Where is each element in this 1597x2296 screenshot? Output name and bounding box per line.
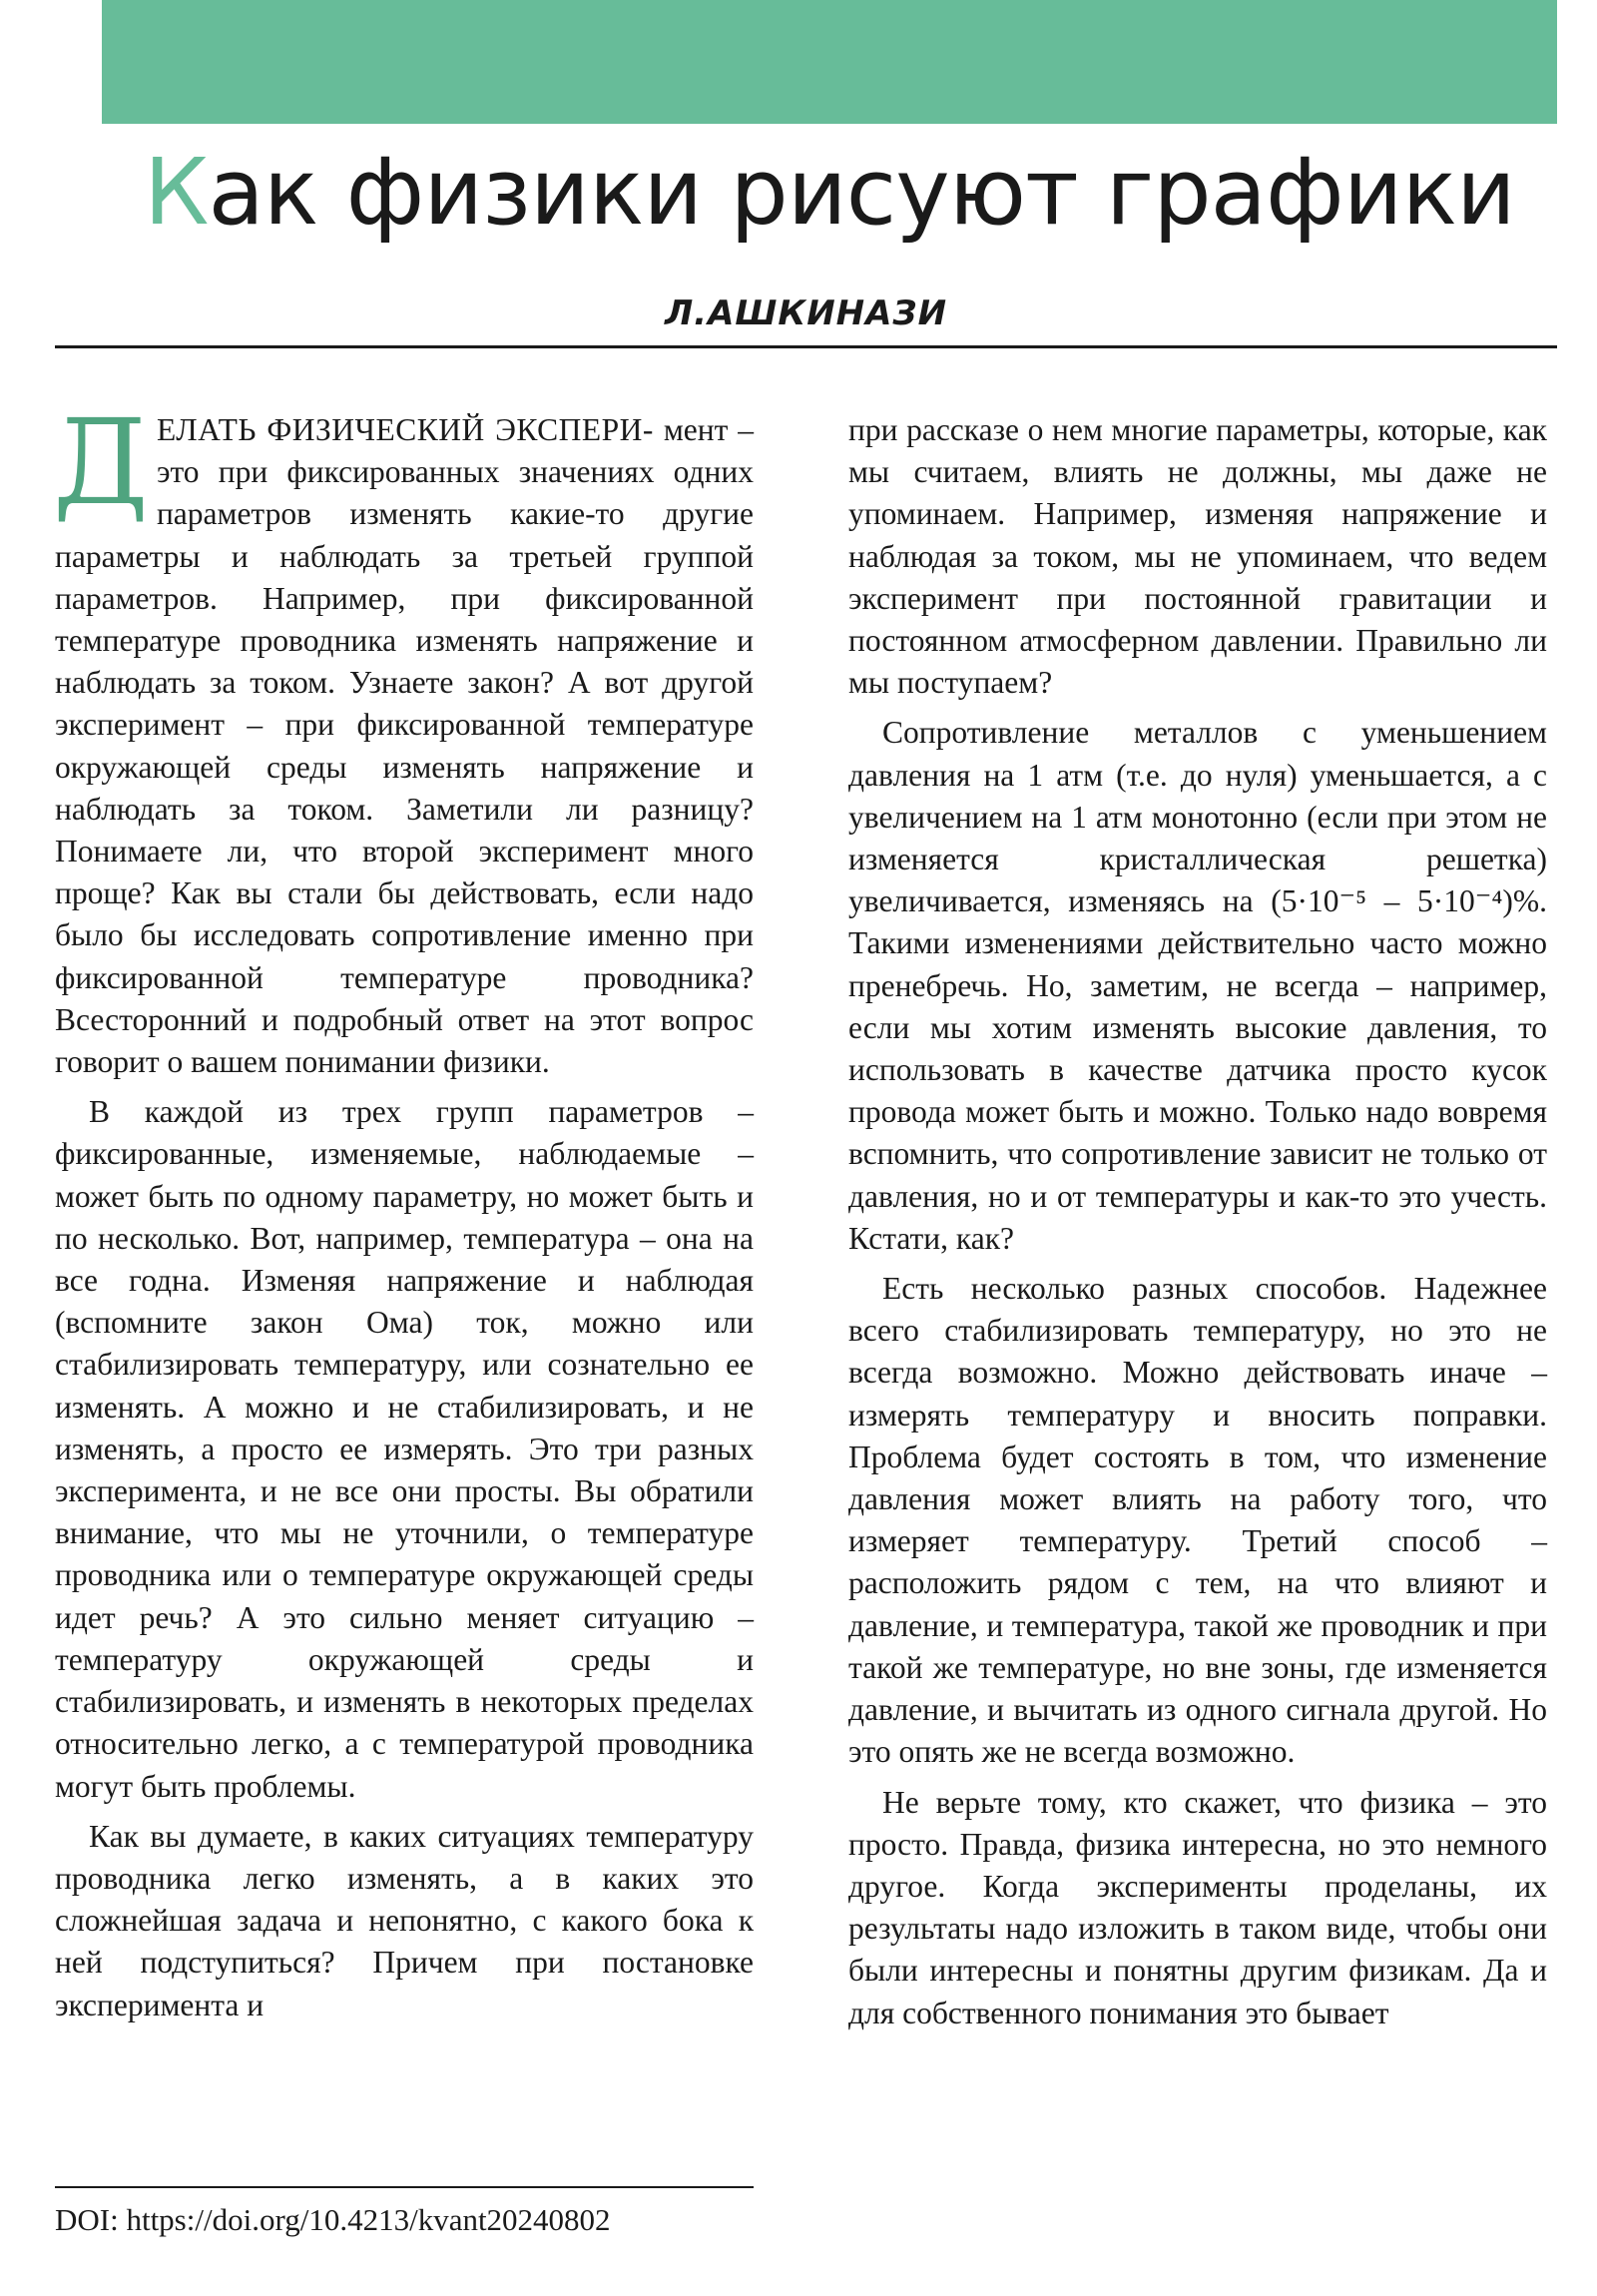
- author-name: Л.АШКИНАЗИ: [664, 293, 948, 333]
- formula: (5·10⁻⁵ – 5·10⁻⁴)%: [1271, 883, 1540, 919]
- paragraph-6: Не верьте тому, кто скажет, что физика – это просто. Правда, физика интересна, но это немного другое. Когда эксперименты проделаны, их результаты надо изложить в таком виде, чтобы они были интересны и понятны другим физикам. Да и для собственного понимания это бывает: [848, 1784, 1547, 2030]
- paragraph-2: В каждой из трех групп параметров – фиксированные, изменяемые, наблюдаемые – может быть по одному параметру, но может быть и по несколько. Вот, например, температура – она на все годна. Изменяя напряжение и наблюдая (вспомните закон Ома) ток, можно или стабилизировать температуру, или сознательно ее изменять. А можно и не стабилизировать, и не изменять, а просто ее измерять. Это три разных эксперимента, и не все они просты. Вы обратили внимание, что мы не уточнили, о температуре проводника или о температуре окружающей среды идет речь? А это сильно меняет ситуацию – температуру окружающей среды и стабилизировать, и изменять в некоторых пределах относительно легко, а с температурой проводника могут быть проблемы.: [55, 1094, 754, 1804]
- paragraph-3-continued: при рассказе о нем многие параметры, которые, как мы считаем, влиять не должны, мы даже не упоминаем. Например, изменяя напряжение и наблюдая за током, мы не упоминаем, что ведем эксперимент при постоянной гравитации и постоянном атмосферном давлении. Правильно ли мы поступаем?: [848, 412, 1547, 701]
- title-first-letter: К: [144, 139, 209, 246]
- header-color-band: [102, 0, 1557, 124]
- doi-link[interactable]: DOI: https://doi.org/10.4213/kvant20240802: [55, 2202, 611, 2237]
- paragraph-4-text-a: Сопротивление металлов с уменьшением давления на 1 атм (т.е. до нуля) уменьшается, а с увеличением на 1 атм монотонно (если при этом не изменяется кристаллическая решетка) увеличивается, изменяясь на: [848, 715, 1547, 919]
- paragraph-1: [53, 393, 754, 1083]
- right-column: [848, 409, 1547, 2042]
- doi-divider: [55, 2186, 754, 2188]
- lead-in: ЕЛАТЬ ФИЗИЧЕСКИЙ ЭКСПЕРИ-: [156, 412, 654, 447]
- paragraph-5: Есть несколько разных способов. Надежнее всего стабилизировать температуру, но это не всегда возможно. Можно действовать иначе – измерять температуру и вносить поправки. Проблема будет состоять в том, что изменение давления может влиять на работу того, что измеряет температуру. Третий способ – расположить рядом с тем, на что влияют и давление, и температура, такой же проводник и при такой же температуре, но вне зоны, где изменяется давление, и вычитать из одного сигнала другой. Но это опять же не всегда возможно.: [848, 1271, 1547, 1770]
- paragraph-3: Как вы думаете, в каких ситуациях температуру проводника легко изменять, а в каких это сложнейшая задача и непонятно, с какого бока к ней подступиться? Причем при постановке эксперимента и: [55, 1818, 754, 2022]
- author-divider: [55, 345, 1557, 348]
- drop-cap: Д: [53, 393, 149, 531]
- paragraph-4-text-b: . Такими изменениями действительно часто можно пренебречь. Но, заметим, не всегда – например, если мы хотим изменять высокие давления, то использовать в качестве датчика просто кусок провода может быть и можно. Только надо вовремя вспомнить, что сопротивление зависит не только от давления, но и от температуры и как-то это учесть. Кстати, как?: [848, 883, 1547, 1256]
- paragraph-1-text: мент – это при фиксированных значениях одних параметров изменять какие-то другие параметры и наблюдать за третьей группой параметров. Например, при фиксированной температуре проводника изменять напряжение и наблюдать за током. Узнаете закон? А вот другой эксперимент – при фиксированной температуре окружающей среды изменять напряжение и наблюдать за током. Заметили ли разницу? Понимаете ли, что второй эксперимент много проще? Как вы стали бы действовать, если надо было бы исследовать сопротивление именно при фиксированной температуре проводника? Всесторонний и подробный ответ на этот вопрос говорит о вашем понимании физики.: [55, 412, 754, 1080]
- title-rest: ак физики рисуют графики: [208, 139, 1515, 246]
- left-column: [53, 393, 754, 2034]
- article-title: [102, 128, 1557, 258]
- paragraph-4: [848, 712, 1547, 1260]
